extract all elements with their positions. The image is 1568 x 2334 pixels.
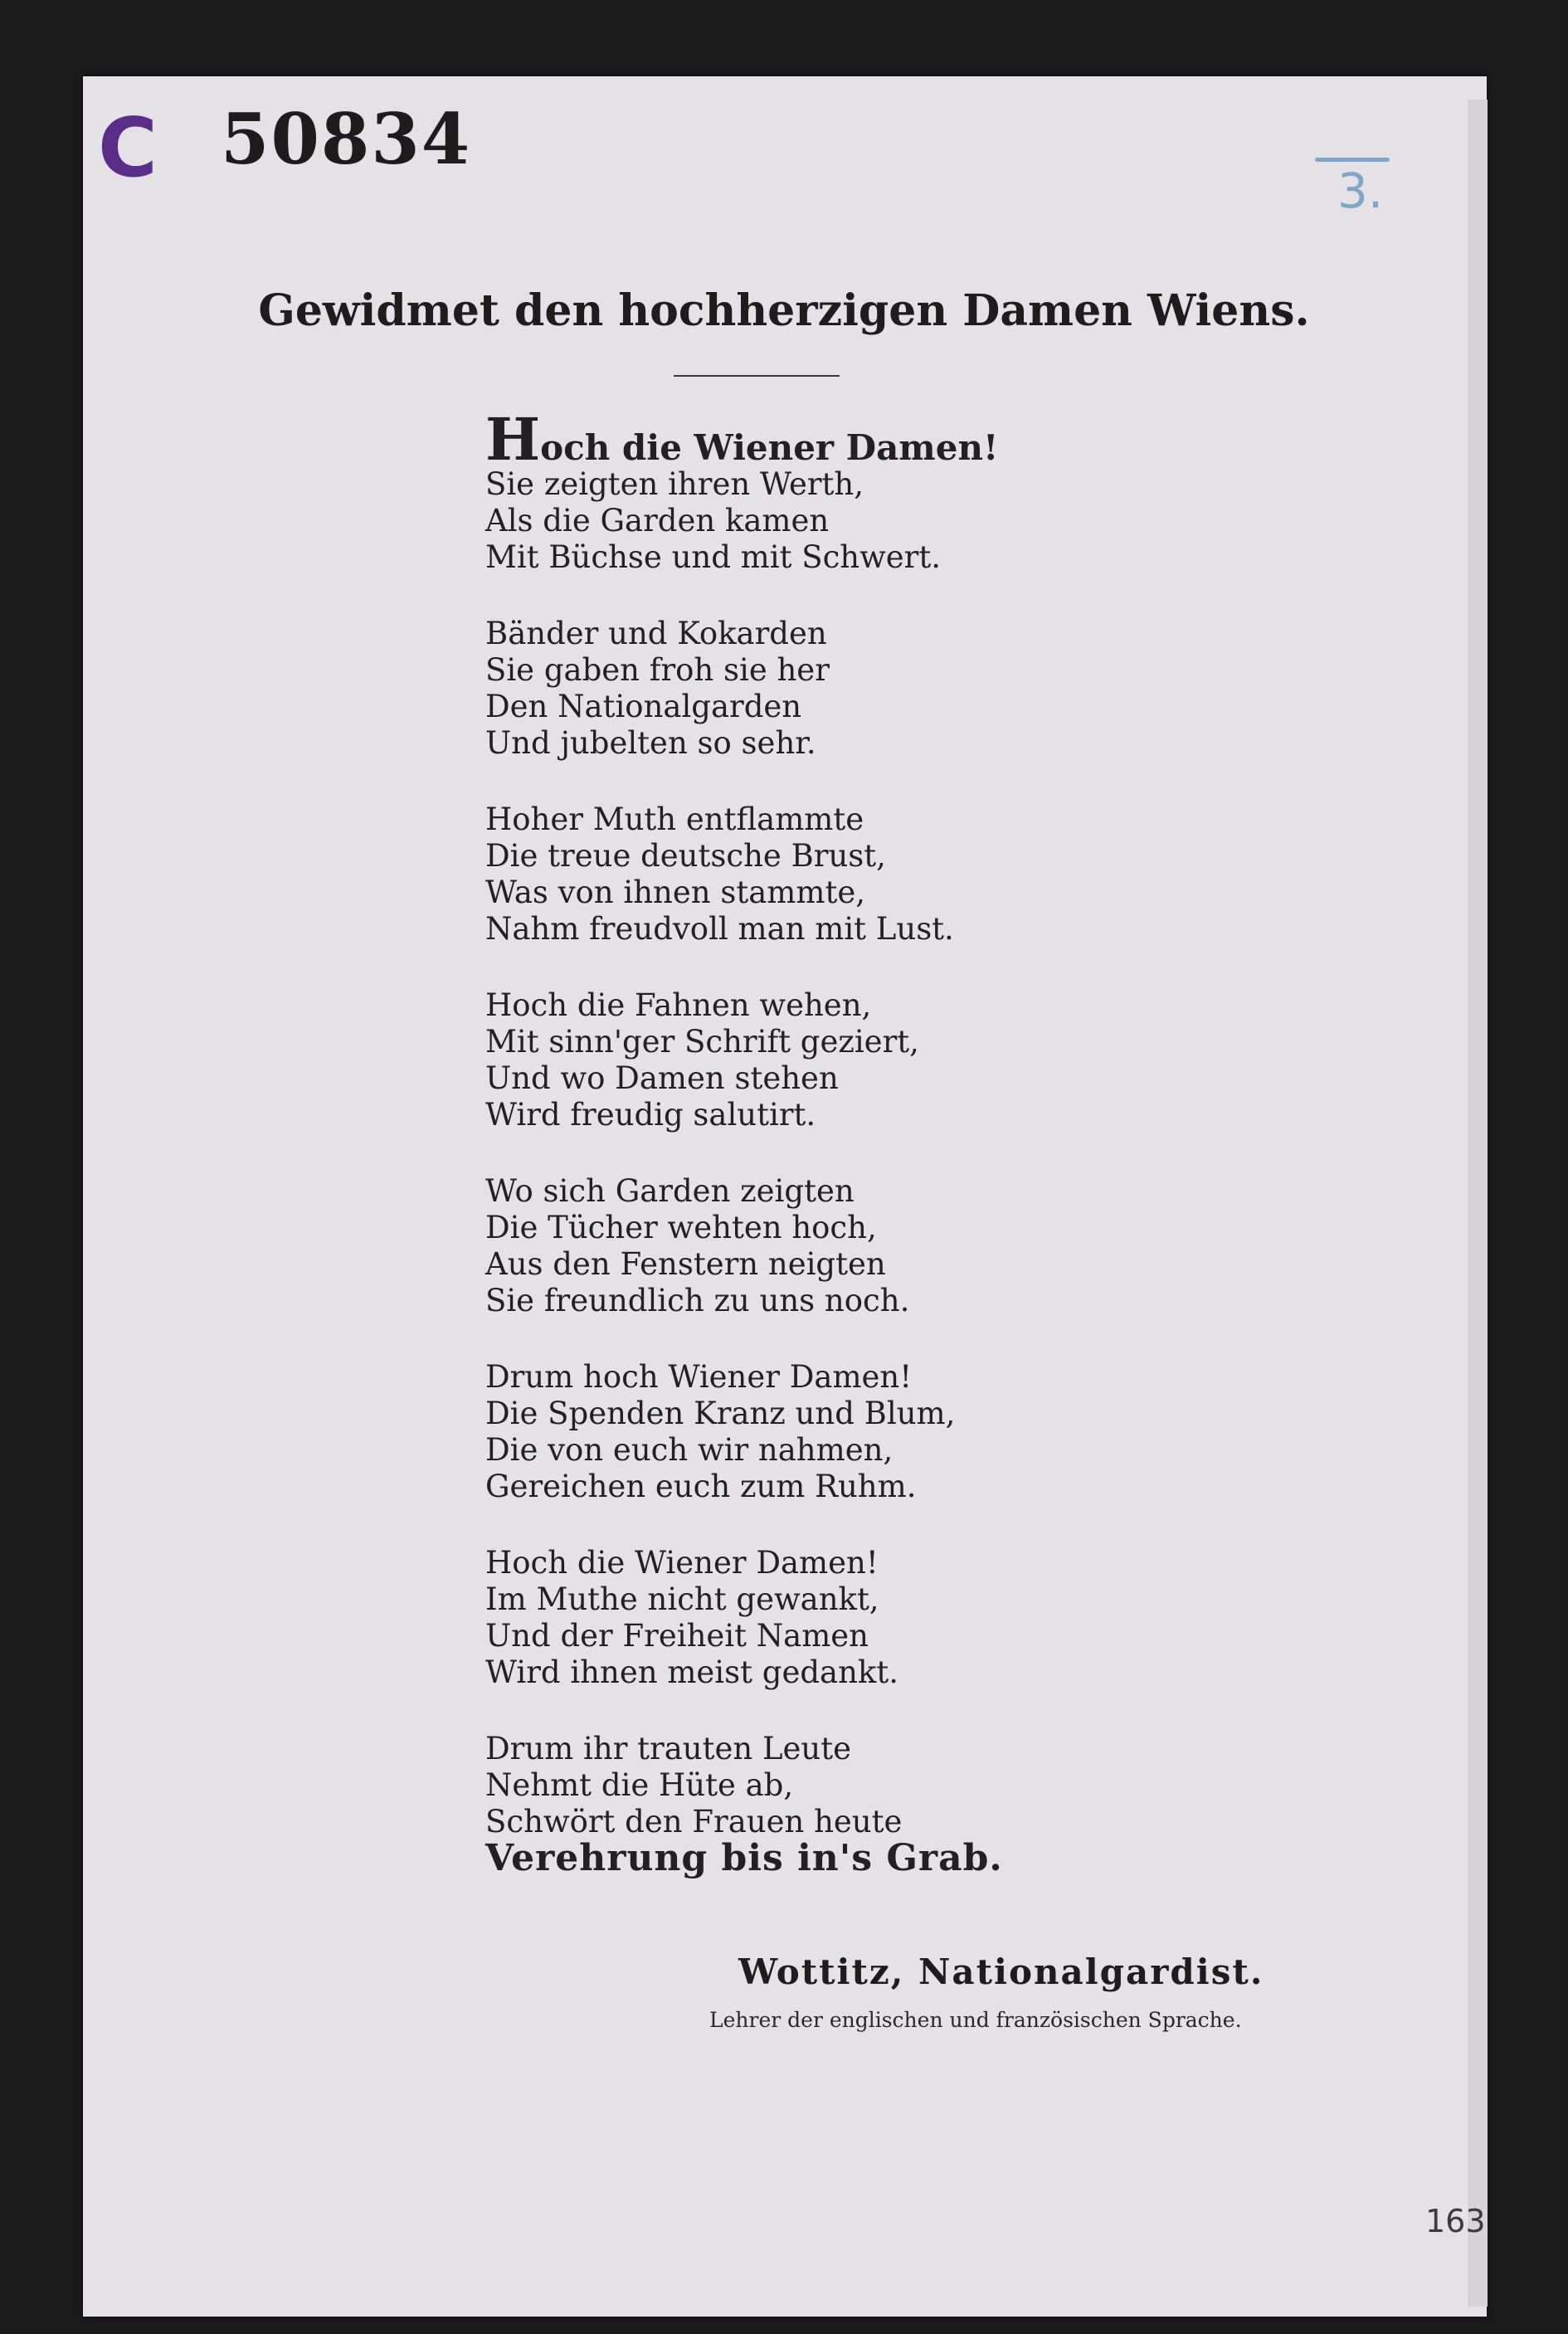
stanza bbox=[485, 802, 1066, 948]
stanza bbox=[485, 1545, 1066, 1691]
poem-line: Bänder und Kokarden bbox=[485, 616, 827, 651]
paper-edge bbox=[1468, 100, 1488, 2307]
poem-line: Den Nationalgarden bbox=[485, 689, 802, 724]
poem-line: Und wo Damen stehen bbox=[485, 1060, 839, 1096]
poem-line: Hoch die Fahnen wehen, bbox=[485, 987, 872, 1023]
poem-line: Die treue deutsche Brust, bbox=[485, 838, 886, 874]
poem-line: Gereichen euch zum Ruhm. bbox=[485, 1469, 917, 1504]
poem bbox=[485, 405, 1066, 1917]
poem-line: Drum hoch Wiener Damen! bbox=[485, 1359, 913, 1395]
first-line-text: och die Wiener Damen! bbox=[540, 427, 999, 468]
poem-line: Hoch die Wiener Damen! bbox=[485, 1545, 879, 1581]
poem-line: Als die Garden kamen bbox=[485, 503, 830, 538]
poem-line: Aus den Fenstern neigten bbox=[485, 1246, 886, 1282]
poem-line: Die Tücher wehten hoch, bbox=[485, 1210, 877, 1245]
poem-line: Sie gaben froh sie her bbox=[485, 652, 830, 688]
author-name: Wottitz, Nationalgardist. bbox=[738, 1951, 1264, 1992]
library-stamp: C bbox=[98, 101, 158, 196]
stanza bbox=[485, 405, 1066, 576]
poem-line: Mit Büchse und mit Schwert. bbox=[485, 539, 942, 575]
poem-line: Sie freundlich zu uns noch. bbox=[485, 1283, 910, 1318]
catalog-number: 50834 bbox=[221, 98, 472, 180]
poem-line: Mit sinn'ger Schrift geziert, bbox=[485, 1024, 919, 1060]
poem-line: Und jubelten so sehr. bbox=[485, 725, 816, 761]
dedication-heading: Gewidmet den hochherzigen Damen Wiens. bbox=[258, 285, 1310, 336]
poem-line: Wird ihnen meist gedankt. bbox=[485, 1654, 898, 1690]
stanza bbox=[485, 987, 1066, 1133]
poem-line: Die von euch wir nahmen, bbox=[485, 1432, 894, 1468]
poem-line: Nahm freudvoll man mit Lust. bbox=[485, 911, 954, 947]
margin-number: 3. bbox=[1337, 163, 1384, 219]
poem-line: Die Spenden Kranz und Blum, bbox=[485, 1396, 956, 1431]
divider-rule bbox=[674, 375, 840, 377]
pencil-page-number: 163 bbox=[1425, 2203, 1486, 2239]
poem-line: Wird freudig salutirt. bbox=[485, 1097, 816, 1133]
poem-line: Was von ihnen stammte, bbox=[485, 875, 865, 910]
poem-line: Drum ihr trauten Leute bbox=[485, 1731, 852, 1766]
stanza bbox=[485, 1359, 1066, 1505]
poem-line: Nehmt die Hüte ab, bbox=[485, 1767, 794, 1803]
poem-final-line: Verehrung bis in's Grab. bbox=[485, 1837, 1003, 1879]
poem-line: Wo sich Garden zeigten bbox=[485, 1173, 855, 1209]
poem-first-line bbox=[485, 405, 1066, 474]
author-title: Lehrer der englischen und französischen Sprache. bbox=[709, 2008, 1242, 2032]
blue-pencil-mark bbox=[1315, 158, 1390, 162]
poem-line: Und der Freiheit Namen bbox=[485, 1618, 869, 1654]
stanza bbox=[485, 1173, 1066, 1319]
stanza bbox=[485, 1731, 1066, 1877]
poem-line: Schwört den Frauen heute bbox=[485, 1804, 903, 1839]
stanza bbox=[485, 616, 1066, 762]
poem-line: Hoher Muth entflammte bbox=[485, 802, 864, 837]
poem-line: Im Muthe nicht gewankt, bbox=[485, 1581, 879, 1617]
drop-cap: H bbox=[485, 405, 541, 474]
poem-line: Sie zeigten ihren Werth, bbox=[485, 466, 864, 502]
